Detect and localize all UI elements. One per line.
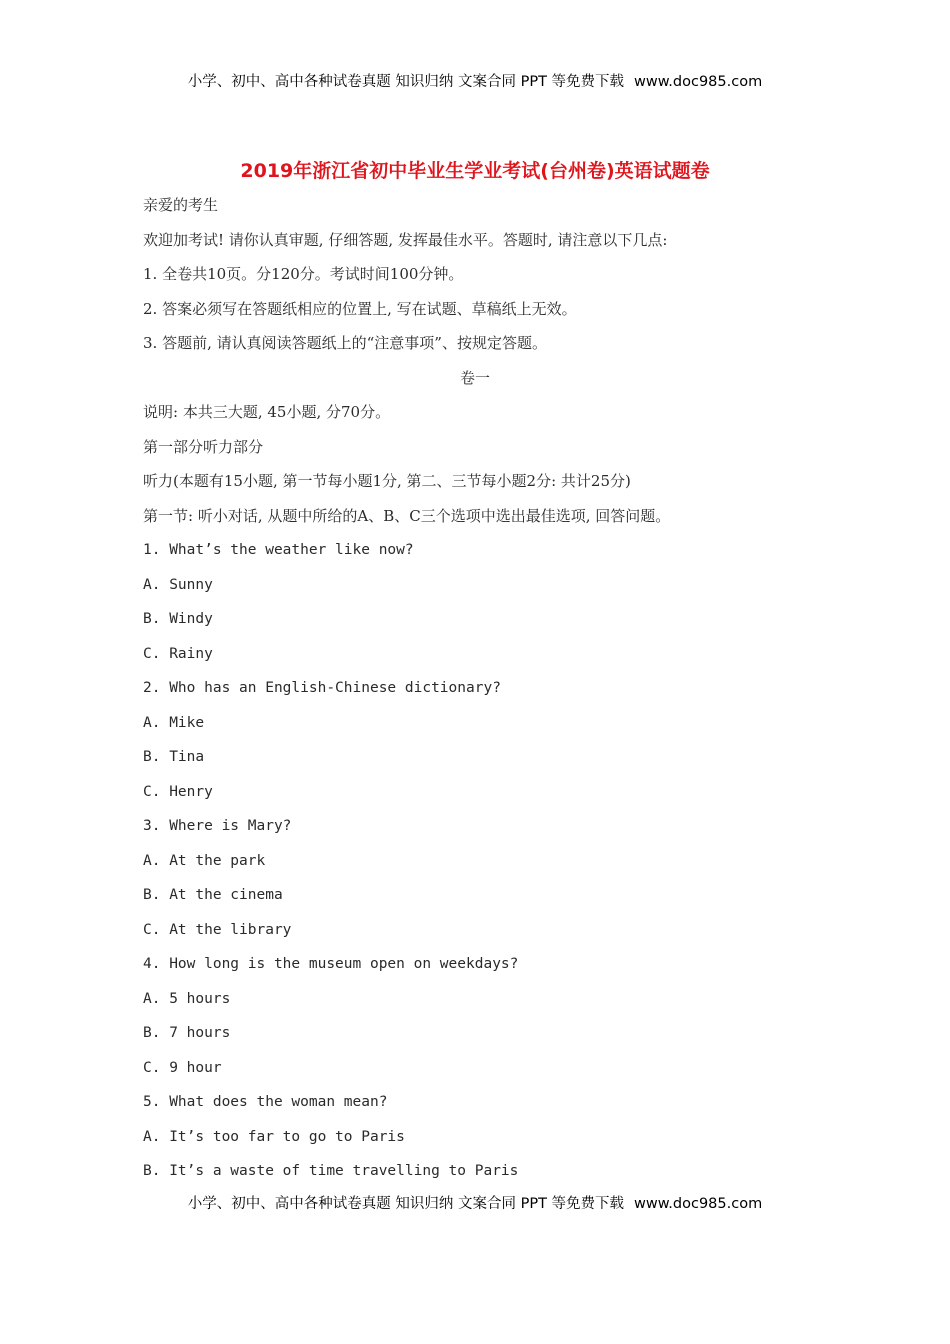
footer-text: 小学、初中、高中各种试卷真题 知识归纳 文案合同 PPT 等免费下载 [187, 1196, 625, 1212]
rule-3: 3. 答题前, 请认真阅读答题纸上的“注意事项”、按规定答题。 [143, 334, 547, 352]
page-title: 2019年浙江省初中毕业生学业考试(台州卷)英语试题卷 [240, 160, 710, 182]
welcome-text: 欢迎加考试! 请你认真审题, 仔细答题, 发挥最佳水平。答题时, 请注意以下几点: [143, 230, 668, 249]
footer-banner [0, 1192, 950, 1213]
header-text: 小学、初中、高中各种试卷真题 知识归纳 文案合同 PPT 等免费下载 [187, 74, 625, 90]
volume-heading: 卷一 [459, 368, 490, 387]
option-5a: A. It’s too far to go to Paris [143, 1128, 405, 1145]
option-3c: C. At the library [143, 921, 292, 938]
listening-instructions: 听力(本题有15小题, 第一节每小题1分, 第二、三节每小题2分: 共计25分) [143, 472, 631, 490]
option-4c: C. 9 hour [143, 1059, 222, 1076]
option-4a: A. 5 hours [143, 990, 231, 1007]
option-2c: C. Henry [143, 783, 213, 800]
document-body [143, 188, 823, 1189]
rule-2: 2. 答案必须写在答题纸相应的位置上, 写在试题、草稿纸上无效。 [143, 299, 577, 318]
question-2: 2. Who has an English-Chinese dictionary? [143, 680, 501, 696]
section-1-instructions: 第一节: 听小对话, 从题中所给的A、B、C三个选项中选出最佳选项, 回答问题。 [143, 506, 671, 525]
option-3b: B. At the cinema [143, 887, 283, 903]
question-1: 1. What’s the weather like now? [143, 542, 414, 558]
question-4: 4. How long is the museum open on weekdays? [143, 956, 519, 972]
volume-note: 说明: 本共三大题, 45小题, 分70分。 [143, 403, 391, 421]
part-heading: 第一部分听力部分 [143, 437, 264, 456]
header-url[interactable]: www.doc985.com [634, 74, 763, 90]
rule-1: 1. 全卷共10页。分120分。考试时间100分钟。 [143, 265, 464, 283]
greeting: 亲爱的考生 [143, 196, 219, 214]
option-4b: B. 7 hours [143, 1025, 231, 1041]
footer-url[interactable]: www.doc985.com [634, 1196, 763, 1212]
header-banner [0, 70, 950, 91]
option-2b: B. Tina [143, 749, 205, 765]
option-3a: A. At the park [143, 852, 266, 869]
option-2a: A. Mike [143, 714, 205, 731]
option-5b: B. It’s a waste of time travelling to Paris [143, 1163, 519, 1179]
option-1a: A. Sunny [143, 576, 213, 593]
question-5: 5. What does the woman mean? [143, 1094, 388, 1110]
question-3: 3. Where is Mary? [143, 818, 292, 834]
option-1b: B. Windy [143, 611, 213, 627]
option-1c: C. Rainy [143, 645, 213, 662]
